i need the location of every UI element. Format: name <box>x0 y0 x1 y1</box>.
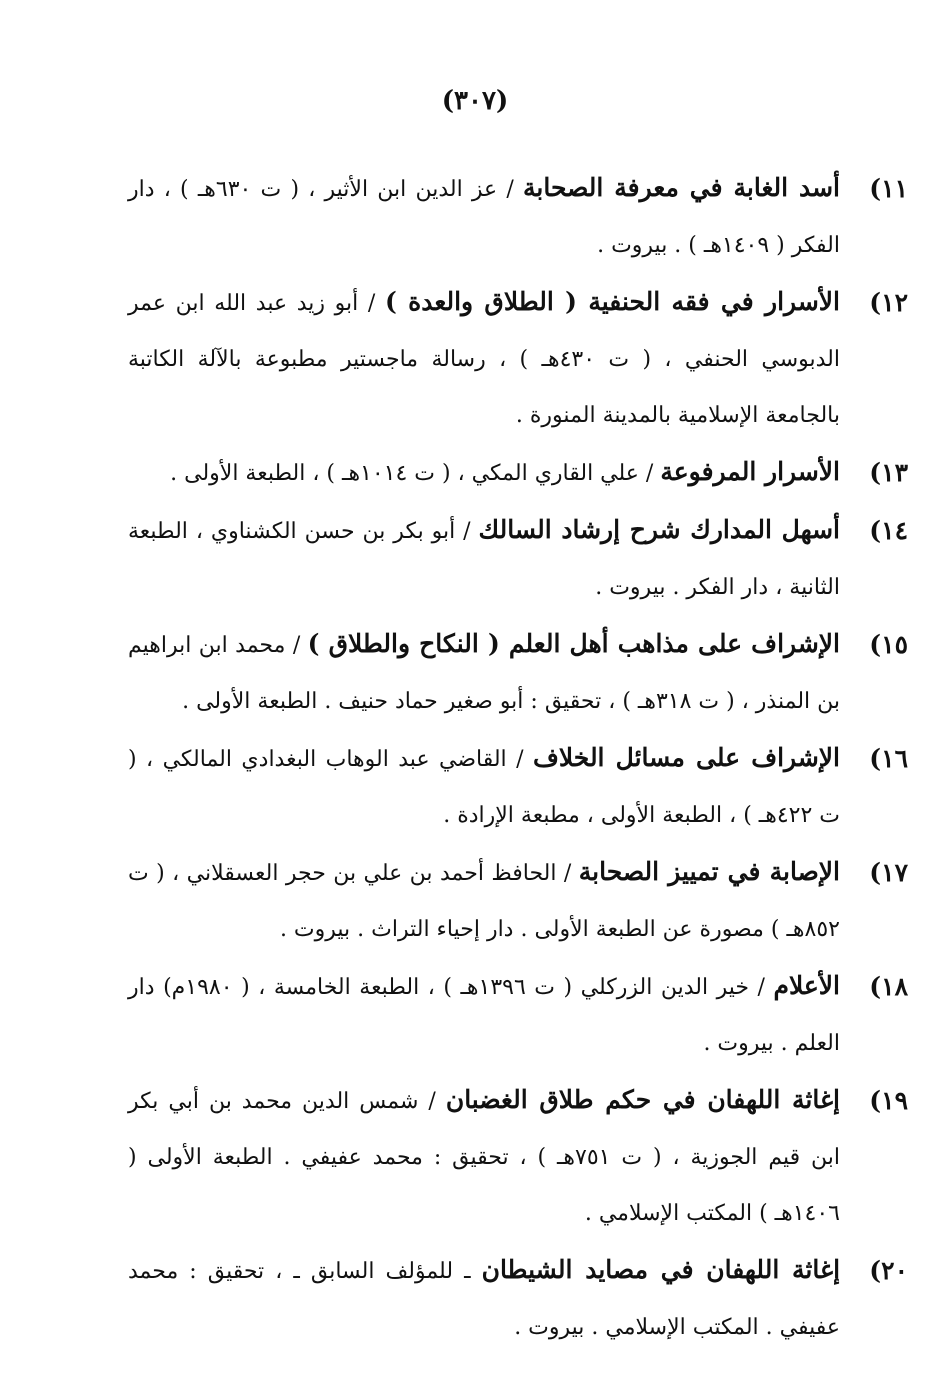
entry-body <box>128 160 840 274</box>
entry-body <box>128 844 840 958</box>
entry-title: أسهل المدارك شرح إرشاد السالك <box>478 515 840 544</box>
bibliography-entry-16 <box>128 730 908 844</box>
bibliography-entry-15 <box>128 616 908 730</box>
entry-body <box>128 958 840 1072</box>
entry-details: / علي القاري المكي ، ( ت ١٠١٤هـ ) ، الطبعة الأولى . <box>170 461 661 486</box>
entry-number: ١٩) <box>869 1086 908 1115</box>
bibliography-entry-14 <box>128 502 908 616</box>
entry-details: / محمد ابن ابراهيم بن المنذر ، ( ت ٣١٨هـ ) ، تحقيق : أبو صغير حماد حنيف . الطبعة الأولى . <box>128 633 840 714</box>
entry-number: ١٦) <box>869 744 908 773</box>
entry-body <box>128 274 840 444</box>
bibliography-entry-12 <box>128 274 908 444</box>
entry-title: الأسرار المرفوعة <box>660 457 840 486</box>
entry-details: / أبو بكر بن حسن الكشناوي ، الطبعة الثانية ، دار الفكر . بيروت . <box>128 519 840 600</box>
bibliography-list <box>128 160 908 1356</box>
entry-title: الإصابة في تمييز الصحابة <box>578 857 840 886</box>
bibliography-entry-13 <box>128 444 908 502</box>
entry-details: ـ للمؤلف السابق ـ ، تحقيق : محمد عفيفي . المكتب الإسلامي . بيروت . <box>128 1259 840 1340</box>
entry-number: ١٣) <box>869 458 908 487</box>
entry-title: الأعلام <box>773 971 841 1000</box>
entry-details: / خير الدين الزركلي ( ت ١٣٩٦هـ ) ، الطبعة الخامسة ، ( ١٩٨٠م) دار العلم . بيروت . <box>128 975 840 1056</box>
entry-details: / عز الدين ابن الأثير ، ( ت ٦٣٠هـ ) ، دار الفكر ( ١٤٠٩هـ ) . بيروت . <box>128 177 840 258</box>
entry-body <box>128 730 840 844</box>
entry-number: ١٢) <box>869 288 908 317</box>
entry-details: / القاضي عبد الوهاب البغدادي المالكي ، ( ت ٤٢٢هـ ) ، الطبعة الأولى ، مطبعة الإرادة . <box>128 747 840 828</box>
entry-title: الإشراف على مذاهب أهل العلم ( النكاح والطلاق ) <box>307 629 840 658</box>
bibliography-entry-20 <box>128 1242 908 1356</box>
entry-title: إغاثة اللهفان في حكم طلاق الغضبان <box>445 1085 840 1114</box>
entry-title: إغاثة اللهفان في مصايد الشيطان <box>481 1255 841 1284</box>
entry-details: / الحافظ أحمد بن علي بن حجر العسقلاني ، ( ت ٨٥٢هـ ) مصورة عن الطبعة الأولى . دار إحياء التراث . بيروت . <box>128 861 840 942</box>
entry-title: أسد الغابة في معرفة الصحابة <box>522 173 840 202</box>
entry-details: / شمس الدين محمد بن أبي بكر ابن قيم الجوزية ، ( ت ٧٥١هـ ) ، تحقيق : محمد عفيفي . الطبعة الأولى ( ١٤٠٦هـ ) المكتب الإسلامي . <box>128 1089 840 1226</box>
page-number: (٣٠٧) <box>441 86 509 116</box>
bibliography-entry-17 <box>128 844 908 958</box>
entry-number: ١٥) <box>869 630 908 659</box>
entry-number: ١٧) <box>869 858 908 887</box>
bibliography-entry-11 <box>128 160 908 274</box>
entry-number: ٢٠) <box>869 1256 908 1285</box>
entry-title: الإشراف على مسائل الخلاف <box>532 743 840 772</box>
entry-number: ١٨) <box>869 972 908 1001</box>
entry-details: / أبو زيد عبد الله ابن عمر الدبوسي الحنفي ، ( ت ٤٣٠هـ ) ، رسالة ماجستير مطبوعة بالآلة الكاتبة بالجامعة الإسلامية بالمدينة المنورة . <box>128 291 840 428</box>
bibliography-entry-18 <box>128 958 908 1072</box>
entry-body <box>128 616 840 730</box>
bibliography-entry-19 <box>128 1072 908 1242</box>
entry-title: الأسرار في فقه الحنفية ( الطلاق والعدة ) <box>384 287 840 316</box>
entry-number: ١٤) <box>869 516 908 545</box>
entry-body <box>128 1242 840 1356</box>
entry-body <box>128 444 840 502</box>
entry-body <box>128 502 840 616</box>
entry-body <box>128 1072 840 1242</box>
entry-number: ١١) <box>869 174 908 203</box>
